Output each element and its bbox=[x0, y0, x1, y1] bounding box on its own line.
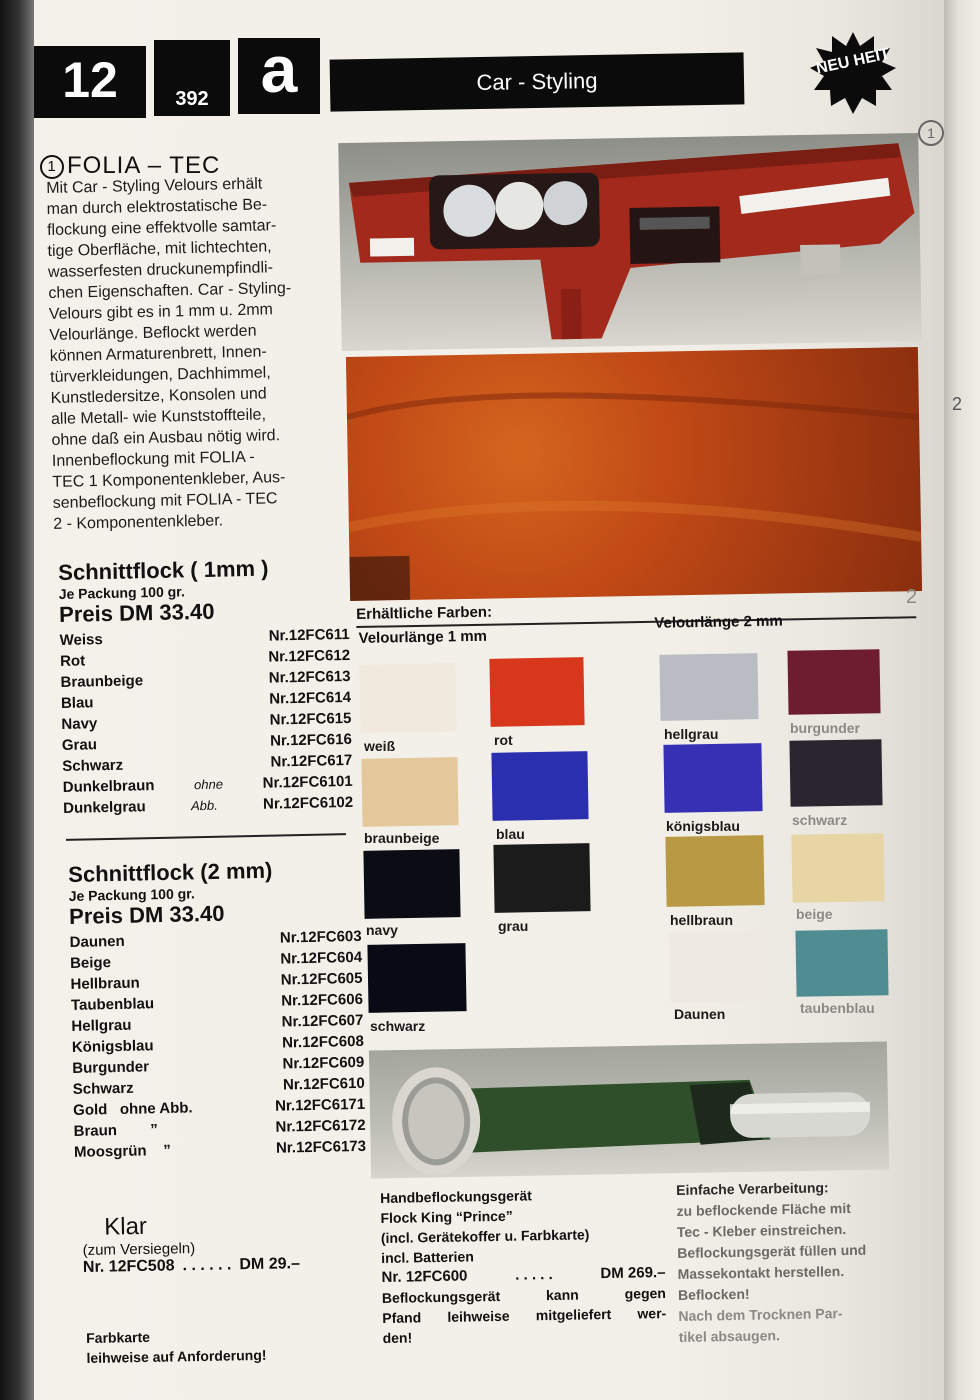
device-note-line: Pfand leihweise mitgeliefert wer- bbox=[382, 1305, 667, 1326]
list-item: Navy Nr.12FC615 bbox=[61, 709, 352, 733]
flock-2mm-price: Preis DM 33.40 bbox=[68, 900, 225, 929]
desc-line: ohne daß ein Ausbau nötig wird. bbox=[51, 427, 281, 449]
klar-title: Klar bbox=[103, 1212, 148, 1241]
swatch-label: hellgrau bbox=[664, 726, 719, 742]
swatch-schwarz bbox=[367, 943, 466, 1013]
list-item: Königsblau Nr.12FC608 bbox=[71, 1032, 364, 1056]
device-description bbox=[380, 1183, 667, 1348]
klar-block bbox=[82, 1209, 373, 1277]
list-item: Hellgrau Nr.12FC607 bbox=[71, 1011, 364, 1035]
list-item: Schwarz Nr.12FC617 bbox=[62, 751, 353, 775]
device-note-line: Beflockungsgerät kann gegen bbox=[381, 1285, 667, 1306]
swatch-label: burgunder bbox=[790, 720, 860, 736]
howto-line: Nach dem Trocknen Par- bbox=[678, 1305, 843, 1324]
swatch-label: königsblau bbox=[666, 818, 740, 834]
list-item: Blau Nr.12FC614 bbox=[60, 688, 352, 712]
swatch-braunbeige bbox=[361, 757, 458, 827]
howto-line: zu beflockende Fläche mit bbox=[676, 1199, 851, 1219]
swatch-daunen bbox=[669, 931, 766, 1003]
list-item: Beige Nr.12FC604 bbox=[69, 948, 363, 972]
flock-2mm-pack: Je Packung 100 gr. bbox=[68, 885, 195, 904]
page-number: 392 bbox=[154, 40, 230, 116]
swatch-schwarz-2mm bbox=[789, 739, 882, 807]
binding-shadow bbox=[0, 0, 34, 1400]
farbkarte-note: Farbkarte leihweise auf Anforderung! bbox=[86, 1328, 267, 1366]
list-item: Rot Nr.12FC612 bbox=[59, 646, 351, 670]
chapter-number: 12 bbox=[34, 46, 146, 118]
swatch-label: blau bbox=[496, 826, 525, 842]
device-name: Flock King “Prince” bbox=[380, 1207, 513, 1226]
swatch-label: navy bbox=[366, 922, 398, 938]
desc-line: wasserfesten druckunempfindli- bbox=[47, 259, 274, 281]
no-image-note: Abb. bbox=[190, 797, 218, 814]
list-item: Moosgrün ” Nr.12FC6173 bbox=[73, 1137, 367, 1161]
flock-2mm-title: Schnittflock (2 mm) bbox=[68, 857, 273, 887]
swatch-label: grau bbox=[498, 918, 529, 934]
desc-line: Mit Car - Styling Velours erhält bbox=[46, 175, 263, 197]
next-page-edge bbox=[944, 0, 980, 1400]
list-item: Dunkelgrau Abb. Nr.12FC6102 bbox=[63, 793, 354, 817]
swatch-burgunder bbox=[787, 649, 880, 715]
list-item: Gold ohne Abb. Nr.12FC6171 bbox=[73, 1095, 366, 1119]
section-band bbox=[330, 52, 745, 111]
device-title: Handbeflockungsgerät bbox=[380, 1187, 532, 1206]
desc-line: Innenbeflockung mit FOLIA - bbox=[51, 448, 255, 470]
list-item: Braunbeige Nr.12FC613 bbox=[60, 667, 351, 691]
swatch-taubenblau bbox=[795, 929, 888, 997]
howto-line: Massekontakt herstellen. bbox=[677, 1263, 845, 1282]
desc-line: können Armaturenbrett, Innen- bbox=[49, 343, 267, 365]
klar-price: DM 29.– bbox=[239, 1255, 301, 1274]
desc-line: tige Oberfläche, mit lichtechten, bbox=[47, 238, 272, 260]
swatch-grau bbox=[493, 843, 590, 913]
howto-line: Einfache Verarbeitung: bbox=[676, 1179, 829, 1198]
howto-text bbox=[676, 1175, 939, 1348]
howto-line: Beflocken! bbox=[677, 1285, 750, 1303]
desc-line: Kunstledersitze, Konsolen und bbox=[50, 385, 267, 407]
product-title: 1 FOLIA – TEC bbox=[40, 152, 220, 180]
swatch-koenigsblau bbox=[663, 743, 762, 813]
list-item: Daunen Nr.12FC603 bbox=[69, 927, 362, 951]
device-incl-1: (incl. Gerätekoffer u. Farbkarte) bbox=[380, 1226, 590, 1246]
swatch-rot bbox=[489, 657, 584, 727]
swatch-navy bbox=[363, 849, 460, 919]
product-description bbox=[46, 172, 343, 535]
no-image-note: ohne bbox=[193, 776, 224, 793]
next-page-marker: 2 bbox=[952, 394, 963, 414]
item-marker: 1 bbox=[40, 155, 64, 179]
swatch-blau bbox=[491, 751, 588, 821]
flock-2mm-list bbox=[69, 926, 366, 1163]
flock-1mm-title: Schnittflock ( 1mm ) bbox=[58, 555, 269, 585]
list-item: Hellbraun Nr.12FC605 bbox=[70, 969, 363, 993]
desc-line: senbeflockung mit FOLIA - TEC bbox=[52, 490, 278, 512]
klar-sub: (zum Versiegeln) bbox=[82, 1240, 196, 1259]
desc-line: man durch elektrostatische Be- bbox=[46, 196, 268, 218]
margin-marker-1: 1 bbox=[918, 120, 944, 146]
swatch-label: taubenblau bbox=[800, 1000, 875, 1016]
swatch-label: beige bbox=[796, 906, 833, 922]
swatch-hellbraun bbox=[665, 835, 764, 907]
swatch-label: rot bbox=[494, 732, 513, 748]
swatch-label: hellbraun bbox=[670, 912, 734, 928]
list-item: Taubenblau Nr.12FC606 bbox=[70, 990, 364, 1014]
desc-line: Velourlänge. Beflockt werden bbox=[49, 322, 257, 344]
list-item: Braun ” Nr.12FC6172 bbox=[73, 1116, 366, 1140]
margin-marker-2: 2 bbox=[906, 586, 918, 608]
flock-2mm-block bbox=[68, 856, 366, 1163]
list-item: Dunkelbraun ohne Nr.12FC6101 bbox=[62, 772, 353, 796]
swatch-label: Daunen bbox=[674, 1006, 726, 1022]
list-item: Weiss Nr.12FC611 bbox=[59, 625, 350, 649]
swatch-hellgrau bbox=[659, 653, 758, 721]
brand-logo: a bbox=[238, 38, 320, 114]
flock-1mm-block bbox=[58, 554, 353, 819]
flock-1mm-list bbox=[59, 624, 353, 819]
leader-dots: . . . . . . bbox=[182, 1256, 232, 1275]
swatch-weiss bbox=[359, 663, 456, 733]
velour-2mm-heading: Velourlänge 2 mm bbox=[654, 612, 783, 632]
desc-line: TEC 1 Komponentenkleber, Aus- bbox=[52, 469, 286, 491]
badge-text: NEU HEIT bbox=[814, 45, 892, 78]
dashboard-photo bbox=[338, 133, 922, 351]
flock-gun-illustration bbox=[369, 1041, 889, 1178]
flock-1mm-price: Preis DM 33.40 bbox=[58, 598, 215, 627]
swatch-label: braunbeige bbox=[364, 830, 440, 846]
howto-line: Beflockungsgerät füllen und bbox=[677, 1241, 867, 1261]
section-title: Car - Styling bbox=[476, 67, 598, 96]
dashboard-illustration bbox=[338, 133, 922, 351]
desc-line: flockung eine effektvolle samtar- bbox=[46, 217, 277, 239]
swatch-label: schwarz bbox=[370, 1018, 426, 1034]
leader-dots: . . . . . bbox=[515, 1266, 553, 1284]
list-item: Grau Nr.12FC616 bbox=[61, 730, 352, 754]
desc-line: alle Metall- wie Kunststoffteile, bbox=[50, 406, 267, 428]
neuheit-badge bbox=[810, 30, 896, 116]
velour-1mm-heading: Velourlänge 1 mm bbox=[358, 627, 488, 647]
device-price: DM 269.– bbox=[600, 1264, 666, 1283]
device-nr: Nr. 12FC600 bbox=[381, 1267, 468, 1286]
desc-line: türverkleidungen, Dachhimmel, bbox=[50, 364, 271, 386]
list-item: Schwarz Nr.12FC610 bbox=[72, 1074, 365, 1098]
howto-line: tikel absaugen. bbox=[678, 1327, 781, 1345]
velour-closeup-photo bbox=[346, 347, 922, 601]
desc-line: 2 - Komponentenkleber. bbox=[53, 512, 224, 533]
desc-line: Velours gibt es in 1 mm u. 2mm bbox=[48, 301, 274, 323]
device-note-line: den! bbox=[382, 1329, 413, 1346]
device-incl-2: incl. Batterien bbox=[381, 1248, 474, 1266]
velour-texture bbox=[346, 347, 922, 601]
howto-line: Tec - Kleber einstreichen. bbox=[676, 1221, 847, 1240]
colors-heading: Erhältliche Farben: bbox=[356, 603, 493, 623]
swatch-label: schwarz bbox=[792, 812, 848, 828]
swatch-label: weiß bbox=[364, 738, 396, 754]
desc-line: chen Eigenschaften. Car - Styling- bbox=[48, 279, 292, 302]
flock-1mm-pack: Je Packung 100 gr. bbox=[58, 583, 185, 602]
klar-nr: Nr. 12FC508 bbox=[82, 1257, 175, 1276]
swatch-beige bbox=[791, 833, 884, 903]
list-item: Burgunder Nr.12FC609 bbox=[72, 1053, 365, 1077]
flock-device-photo bbox=[369, 1041, 889, 1178]
